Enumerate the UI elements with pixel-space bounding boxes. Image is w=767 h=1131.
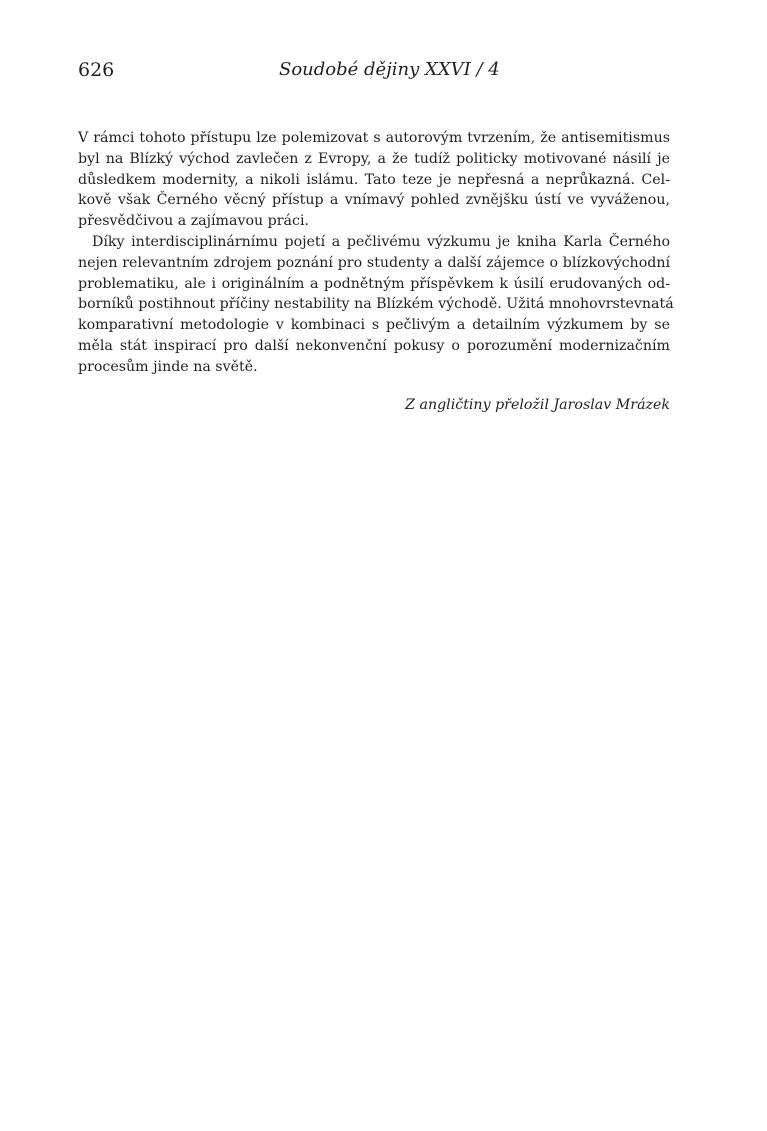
text-line: Díky interdisciplinárnímu pojetí a pečlivému výzkumu je kniha Karla Černého: [92, 233, 670, 250]
text-line: procesům jinde na světě.: [78, 358, 258, 375]
text-line: nejen relevantním zdrojem poznání pro studenty a další zájemce o blízkovýchodní: [78, 254, 670, 271]
text-line: důsledkem modernity, a nikoli islámu. Tato teze je nepřesná a neprůkazná. Cel-: [78, 171, 670, 188]
text-line: komparativní metodologie v kombinaci s pečlivým a detailním výzkumem by se: [78, 317, 670, 334]
translator-note: Z angličtiny přeložil Jaroslav Mrázek: [405, 397, 670, 413]
page-number: 626: [78, 59, 115, 81]
text-line: borníků postihnout příčiny nestability na Blízkém východě. Užitá mnohovrstevnatá: [78, 296, 674, 313]
text-line: přesvědčivou a zajímavou práci.: [78, 213, 309, 230]
text-line: byl na Blízký východ zavlečen z Evropy, a že tudíž politicky motivované násilí je: [78, 150, 670, 167]
running-title: Soudobé dějiny XXVI / 4: [279, 59, 500, 80]
body-text: [78, 128, 674, 378]
text-line: měla stát inspirací pro další nekonvenční pokusy o porozumění modernizačním: [78, 337, 670, 354]
text-line: problematiku, ale i originálním a podnětným příspěvkem k úsilí erudovaných od-: [78, 275, 670, 292]
text-line: V rámci tohoto přístupu lze polemizovat s autorovým tvrzením, že antisemitismus: [78, 130, 670, 146]
paragraph: [78, 232, 674, 378]
paragraph: [78, 128, 670, 232]
text-line: kově však Černého věcný přístup a vnímavý pohled zvnějšku ústí ve vyváženou,: [78, 192, 670, 209]
